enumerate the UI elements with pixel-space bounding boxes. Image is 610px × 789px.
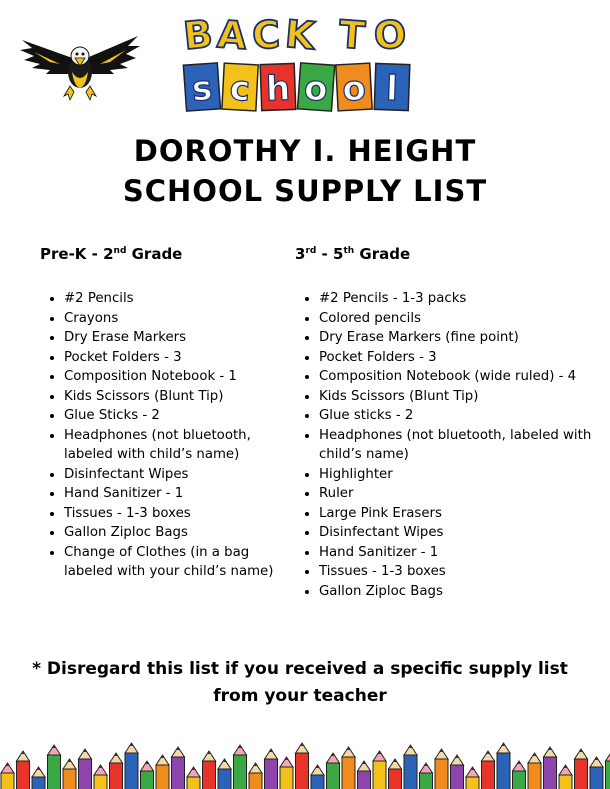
pencil-icon <box>559 765 572 789</box>
list-item: • Kids Scissors (Blunt Tip) <box>319 387 610 407</box>
disclaimer-note <box>0 656 600 710</box>
pencil-icon <box>1 763 14 789</box>
pencil-icon <box>435 749 448 789</box>
list-item: • Composition Notebook - 1 <box>64 367 294 387</box>
supply-list-3-5 <box>295 289 610 601</box>
pencil-icon <box>218 759 231 789</box>
pencil-icon <box>544 747 557 789</box>
list-item: • Glue Sticks - 2 <box>64 406 294 426</box>
logo-letter <box>372 12 408 58</box>
pencil-icon <box>48 745 61 789</box>
pencil-icon <box>311 765 324 789</box>
pencil-icon <box>110 753 123 789</box>
pencil-icon <box>528 753 541 789</box>
pencil-icon <box>172 747 185 789</box>
list-item: • Hand Sanitizer - 1 <box>319 543 610 563</box>
logo-letter <box>222 63 258 111</box>
svg-text:h: h <box>265 68 291 110</box>
pencil-icon <box>482 751 495 789</box>
list-item: • Kids Scissors (Blunt Tip) <box>64 387 294 407</box>
pencil-icon <box>141 761 154 789</box>
pencil-icon <box>404 745 417 789</box>
pencil-icon <box>249 763 262 789</box>
pencil-icon <box>203 751 216 789</box>
pencil-icon <box>63 759 76 789</box>
logo-letter <box>283 12 318 58</box>
pencil-icon <box>187 767 200 789</box>
disclaimer-line2: from your teacher <box>213 686 387 706</box>
pencil-icon <box>373 751 386 789</box>
list-item: • Large Pink Erasers <box>319 504 610 524</box>
svg-text:B: B <box>181 12 215 59</box>
svg-text:C: C <box>250 12 282 58</box>
list-item: • Ruler <box>319 484 610 504</box>
list-item: • Disinfectant Wipes <box>64 465 294 485</box>
pencil-icon <box>513 761 526 789</box>
page-title-line1: DOROTHY I. HEIGHT <box>133 134 477 168</box>
pencil-icon <box>451 755 464 789</box>
pencil-icon <box>497 743 510 789</box>
list-item: • Composition Notebook (wide ruled) - 4 <box>319 367 610 387</box>
list-item: • Highlighter <box>319 465 610 485</box>
logo-letter <box>216 12 249 58</box>
logo-letter <box>337 12 366 58</box>
pencil-icon <box>590 757 603 789</box>
svg-text:K: K <box>283 12 317 59</box>
logo-letter <box>183 63 220 111</box>
back-to-logo <box>180 12 420 62</box>
pencil-icon <box>358 761 371 789</box>
pencil-icon <box>575 749 588 789</box>
colored-pencils-border <box>0 735 610 789</box>
pencil-icon <box>342 747 355 789</box>
pencil-icon <box>606 751 610 789</box>
pencil-icon <box>466 767 479 789</box>
eagle-mascot-icon <box>20 26 140 102</box>
column-heading-3-5: 3rd - 5th Grade <box>295 245 411 263</box>
pencil-icon <box>234 745 247 789</box>
logo-letter <box>336 63 372 111</box>
page-title-line2: SCHOOL SUPPLY LIST <box>122 174 488 208</box>
pencil-icon <box>280 757 293 789</box>
pencil-icon <box>296 743 309 789</box>
list-item: • Glue sticks - 2 <box>319 406 610 426</box>
pencil-icon <box>156 755 169 789</box>
pencil-icon <box>125 743 138 789</box>
list-item: • Tissues - 1-3 boxes <box>64 504 294 524</box>
logo-letter <box>181 12 214 58</box>
logo-letter <box>251 12 281 57</box>
list-item: • Dry Erase Markers <box>64 328 294 348</box>
svg-text:s: s <box>190 68 214 110</box>
list-item: • #2 Pencils <box>64 289 294 309</box>
svg-text:c: c <box>228 68 252 110</box>
list-item: • Colored pencils <box>319 309 610 329</box>
list-item: • Headphones (not bluetooth, labeled with child’s name) <box>319 426 610 465</box>
pencil-icon <box>17 751 30 789</box>
school-logo <box>180 62 420 114</box>
pencil-icon <box>32 767 45 789</box>
list-item: • Headphones (not bluetooth, labeled with child’s name) <box>64 426 294 465</box>
pencil-icon <box>389 759 402 789</box>
disclaimer-line1: * Disregard this list if you received a specific supply list <box>32 659 568 679</box>
list-item: • Dry Erase Markers (fine point) <box>319 328 610 348</box>
list-item: • Tissues - 1-3 boxes <box>319 562 610 582</box>
list-item: • Change of Clothes (in a bag labeled with your child’s name) <box>64 543 294 582</box>
logo-letter <box>374 63 410 110</box>
pencil-icon <box>327 753 340 789</box>
svg-text:A: A <box>215 12 249 58</box>
svg-text:l: l <box>385 68 399 110</box>
list-item: • Hand Sanitizer - 1 <box>64 484 294 504</box>
column-heading-prek-2: Pre-K - 2nd Grade <box>40 245 183 263</box>
logo-letter <box>260 63 296 110</box>
pencil-icon <box>265 749 278 789</box>
svg-text:O: O <box>372 12 409 59</box>
logo-letter <box>298 63 335 111</box>
list-item: • Pocket Folders - 3 <box>319 348 610 368</box>
svg-text:T: T <box>337 12 367 58</box>
supply-list-prek-2 <box>40 289 294 582</box>
list-item: • Disinfectant Wipes <box>319 523 610 543</box>
pencil-icon <box>79 749 92 789</box>
list-item: • Crayons <box>64 309 294 329</box>
list-item: • Gallon Ziploc Bags <box>319 582 610 602</box>
svg-text:o: o <box>341 68 367 110</box>
list-item: • Gallon Ziploc Bags <box>64 523 294 543</box>
svg-text:o: o <box>302 68 329 110</box>
list-item: • Pocket Folders - 3 <box>64 348 294 368</box>
list-item: • #2 Pencils - 1-3 packs <box>319 289 610 309</box>
pencil-icon <box>420 763 433 789</box>
pencil-icon <box>94 765 107 789</box>
